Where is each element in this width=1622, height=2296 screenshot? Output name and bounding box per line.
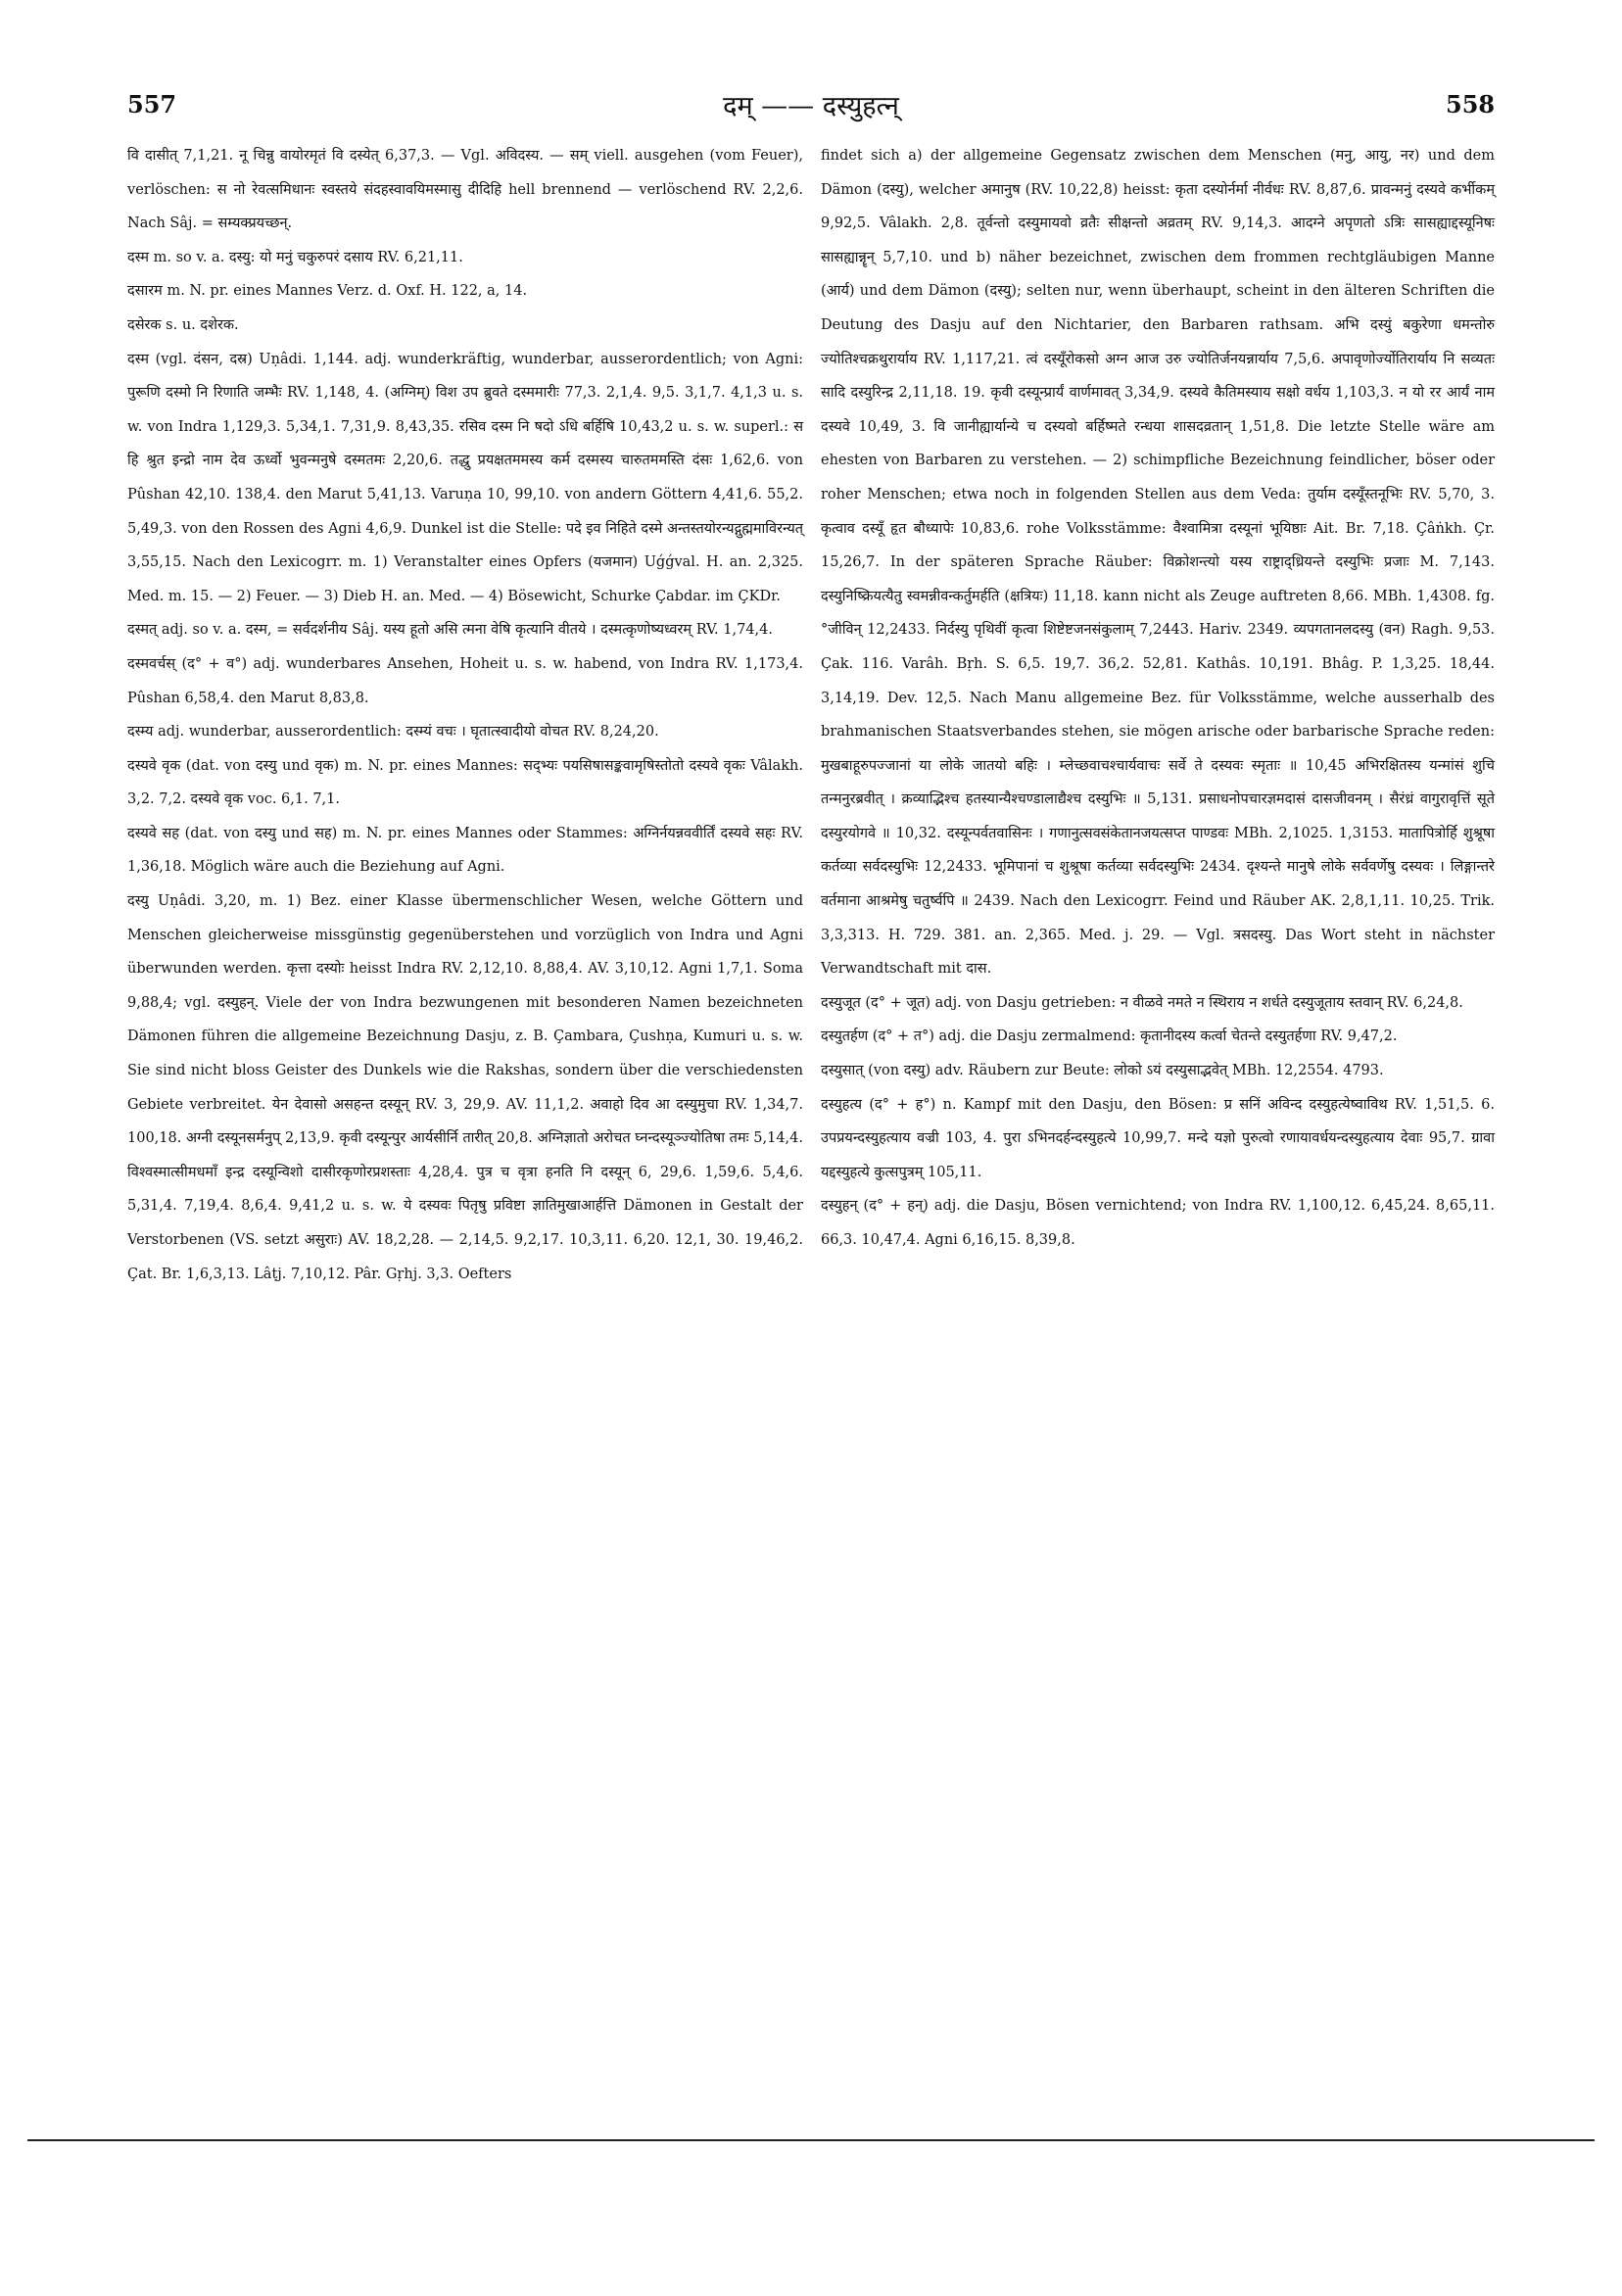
entry-dasarama: दसारम m. N. pr. eines Mannes Verz. d. Oxf. H. 122, a, 14. — [127, 283, 528, 300]
entry-dasyujuta: दस्युजूत (द° + जूत) adj. von Dasju getrieben: न वीळवे नमते न स्थिराय न शर्धते दस्युजूताय स्तवान् RV. 6,24,8. — [821, 994, 1463, 1011]
entry-dasyave-vrka: दस्यवे वृक (dat. von दस्यु und वृक) m. N. pr. eines Mannes: सद्भ्यः पयसिषासङ्कवामृषिस्तोतो दस्यवे वृकः Vâlakh. 3,2. 7,2. दस्यवे वृक voc. 6,1. 7,1. — [127, 757, 803, 808]
entry-dasyuhan: दस्युहन् (द° + हन्) adj. die Dasju, Bösen vernichtend; von Indra RV. 1,100,12. 6,45,24. 8,65,11. 66,3. 10,47,4. Agni 6,16,15. 8,39,8. — [821, 1198, 1495, 1248]
entry-dasyutarhana: दस्युतर्हण (द° + त°) adj. die Dasju zermalmend: कृतानीदस्य कर्त्वा चेतन्ते दस्युतर्हणा RV. 9,47,2. — [821, 1028, 1398, 1045]
running-header: दम् —— दस्युहत्न् — [723, 91, 899, 121]
entry-dasyu-continuation: findet sich a) der allgemeine Gegensatz zwischen dem Menschen (मनु, आयु, नर) und dem Dämon (दस्यु), welcher अमानुष (RV. 10,22,8) heisst: कृता दस्योर्नर्मा नीर्वधः RV. 8,87,6. प्रावन्मनुं दस्यवे कर्भीकम् 9,92,5. Vâlakh. 2,8. तूर्वन्तो दस्युमायवो व्रतैः सीक्षन्तो अव्रतम् RV. 9,14,3. आदग्ने अपृणतो ऽत्रिः सासह्याद्दस्यूनिषः सासह्यान्नॄन् 5,7,10. und b) näher bezeichnet, zwischen dem frommen rechtgläubigen Manne (आर्य) und dem Dämon (दस्यु); selten nur, wenn überhaupt, scheint in den älteren Schriften die Deutung des Dasju auf den Nichtarier, den Barbaren rathsam. अभि दस्युं बकुरेणा धमन्तोरु ज्योतिश्चक्रथुरार्याय RV. 1,117,21. त्वं दस्यूँरोकसो अग्न आज उरु ज्योतिर्जनयन्नार्याय 7,5,6. अपावृणोर्ज्योतिरार्याय नि सव्यतः सादि दस्युरिन्द्र 2,11,18. 19. कृवी दस्यून्प्रार्यं वार्णमावत् 3,34,9. दस्यवे कैतिमस्याय सक्षो वर्धय 1,103,3. न यो रर आर्यं नाम दस्यवे 10,49, 3. वि जानीह्यार्यान्ये च दस्यवो बर्हिष्मते रन्धया शासदव्रतान् 1,51,8. Die letzte Stelle wäre am ehesten von Barbaren zu verstehen. — 2) schimpfliche Bezeichnung feindlicher, böser oder roher Menschen; etwa noch in folgenden Stellen aus dem Veda: तुर्याम दस्यूँस्तनूभिः RV. 5,70, 3. कृत्वाव दस्यूँ हृत बौध्यापेः 10,83,6. rohe Volksstämme: वैश्वामित्रा दस्यूनां भूयिष्ठाः Ait. Br. 7,18. Çâṅkh. Çr. 15,26,7. In der späteren Sprache Räuber: विक्रोशन्त्यो यस्य राष्ट्राद्ध्रियन्ते दस्युभिः प्रजाः M. 7,143. दस्युनिष्क्रियत्यैतु स्वमन्नीवन्कर्तुमर्हति (क्षत्रियः) 11,18. kann nicht als Zeuge auftreten 8,66. MBh. 1,4308. fg. °जीविन् 12,2433. निर्दस्यु पृथिवीं कृत्वा शिष्टेष्टजनसंकुलाम् 7,2443. Hariv. 2349. व्यपगतानलदस्यु (वन) Ragh. 9,53. Çak. 116. Varâh. Bṛh. S. 6,5. 19,7. 36,2. 52,81. Kathâs. 10,191. Bhâg. P. 1,3,25. 18,44. 3,14,19. Dev. 12,5. Nach Manu allgemeine Bez. für Volksstämme, welche ausserhalb des brahmanischen Staatsverbandes stehen, sie mögen arische oder barbarische Sprache reden: मुखबाहूरुपज्जानां या लोके जातयो बहिः । म्लेच्छवाचश्चार्यवाचः सर्वे ते दस्यवः स्मृताः ॥ 10,45 अभिरक्षितस्य यन्मांसं शुचि तन्मनुरब्रवीत् । क्रव्याद्भिश्च हतस्यान्यैश्चण्डालाद्यैश्च दस्युभिः ॥ 5,131. प्रसाधनोपचारज्ञमदासं दासजीवनम् । सैरंध्रं वागुरावृत्तिं सूते दस्युरयोगवे ॥ 10,32. दस्यून्पर्वतवासिनः । गणानुत्सवसंकेतानजयत्सप्त पाण्डवः MBh. 2,1025. 1,3153. मातापित्रोर्हि शुश्रूषा कर्तव्या सर्वदस्युभिः 12,2433. भूमिपानां च शुश्रूषा कर्तव्या सर्वदस्युभिः 2434. दृश्यन्ते मानुषे लोके सर्ववर्णेषु दस्यवः । लिङ्गान्तरे वर्तमाना आश्रमेषु चतुर्ष्वपि ॥ 2439. Nach den Lexicogrr. Feind und Räuber AK. 2,8,1,11. 10,25. Trik. 3,3,313. H. 729. 381. an. 2,365. Med. j. 29. — Vgl. त्रसदस्यु. Das Wort steht in nächster Verwandtschaft mit दास. — [821, 148, 1495, 978]
entry-daseraka: दसेरक s. u. दशेरक. — [127, 316, 239, 333]
entry-das-continuation: वि दासीत् 7,1,21. नू चिन्नु वायोरमृतं वि दस्येत् 6,37,3. — Vgl. अविदस्य. — सम् viell. ausgehen (vom Feuer), verlöschen: स नो रेवत्समिधानः स्वस्तये संदहस्वावयिमस्मासु दीदिहि hell brennend — verlöschend RV. 2,2,6. Nach Sâj. = सम्यक्प्रयच्छन्. — [127, 148, 803, 232]
entry-dasmya: दस्म्य adj. wunderbar, ausserordentlich: दस्म्यं वचः । घृतात्स्वादीयो वोचत RV. 8,24,20. — [127, 724, 659, 741]
left-column — [127, 139, 803, 1291]
entry-dasyu: दस्यु Uṇâdi. 3,20, m. 1) Bez. einer Klasse übermenschlicher Wesen, welche Göttern und Menschen gleicherweise missgünstig gegenüberstehen und vorzüglich von Indra und Agni überwunden werden. कृत्ता दस्योः heisst Indra RV. 2,12,10. 8,88,4. AV. 3,10,12. Agni 1,7,1. Soma 9,88,4; vgl. दस्युहन्. Viele der von Indra bezwungenen mit besonderen Namen bezeichneten Dämonen führen die allgemeine Bezeichnung Dasju, z. B. Çambara, Çushṇa, Kumuri u. s. w. Sie sind nicht bloss Geister des Dunkels wie die Rakshas, sondern über die verschiedensten Gebiete verbreitet. येन देवासो असहन्त दस्यून् RV. 3, 29,9. AV. 11,1,2. अवाहो दिव आ दस्युमुचा RV. 1,34,7. 100,18. अग्नी दस्यूनसर्मनुप् 2,13,9. कृवी दस्यून्पुर आर्यसीर्नि तारीत् 20,8. अग्निज्ञातो अरोचत घ्नन्दस्यूञ्ज्योतिषा तमः 5,14,4. विश्वस्मात्सीमधमाँ इन्द्र दस्यून्विशो दासीरकृणोरप्रशस्ताः 4,28,4. पुत्र च वृत्रा हनति नि दस्यून् 6, 29,6. 1,59,6. 5,4,6. 5,31,4. 7,19,4. 8,6,4. 9,41,2 u. s. w. ये दस्यवः पितृषु प्रविष्टा ज्ञातिमुखाआर्हत्ति Dämonen in Gestalt der Verstorbenen (VS. setzt असुराः) AV. 18,2,28. — 2,14,5. 9,2,17. 10,3,11. 6,20. 12,1, 30. 19,46,2. Çat. Br. 1,6,3,13. Lâṭj. 7,10,12. Pâr. Gṛhj. 3,3. Oefters — [127, 893, 803, 1282]
entry-dasyave-saha: दस्यवे सह (dat. von दस्यु und सह) m. N. pr. eines Mannes oder Stammes: अग्निर्नयन्नववीर्तिं दस्यवे सहः RV. 1,36,18. Möglich wäre auch die Beziehung auf Agni. — [127, 825, 803, 876]
page-number-left: 557 — [127, 90, 177, 119]
entry-dasmavarcas: दस्मवर्चस् (द° + व°) adj. wunderbares Ansehen, Hoheit u. s. w. habend, von Indra RV. 1,173,4. Pûshan 6,58,4. den Marut 8,83,8. — [127, 655, 803, 706]
bottom-rule — [27, 2139, 1595, 2141]
right-column — [821, 139, 1495, 1258]
entry-dasma: दस्म (vgl. दंसन, दस्र) Uṇâdi. 1,144. adj. wunderkräftig, wunderbar, ausserordentlich; von Agni: पुरूणि दस्मो नि रिणाति जम्भैः RV. 1,148, 4. (अग्निम्) विश उप ब्रुवते दस्ममारीः 77,3. 2,1,4. 9,5. 3,1,7. 4,1,3 u. s. w. von Indra 1,129,3. 5,34,1. 7,31,9. 8,43,35. रसिव दस्म नि षदो ऽधि बर्हिषि 10,43,2 u. s. w. superl.: स हि श्रुत इन्द्रो नाम देव ऊर्ध्वो भुवन्मनुषे दस्मतमः 2,20,6. तद्धु प्रयक्षतममस्य कर्म दस्मस्य चारुतममस्ति दंसः 1,62,6. von Pûshan 42,10. 138,4. den Marut 5,41,13. Varuṇa 10, 99,10. von andern Göttern 4,41,6. 55,2. 5,49,3. von den Rossen des Agni 4,6,9. Dunkel ist die Stelle: पदे इव निहिते दस्मे अन्तस्तयोरन्यद्गुह्ममाविरन्यत् 3,55,15. Nach den Lexicogrr. m. 1) Veranstalter eines Opfers (यजमान) Uǵǵval. H. an. 2,325. Med. m. 15. — 2) Feuer. — 3) Dieb H. an. Med. — 4) Bösewicht, Schurke Çabdar. im ÇKDr. — [127, 351, 803, 604]
entry-dasa: दस्म m. so v. a. दस्यु: यो मनुं चकुरुपरं दसाय RV. 6,21,11. — [127, 249, 463, 265]
entry-dasyuhatya: दस्युहत्य (द° + ह°) n. Kampf mit den Dasju, den Bösen: प्र सनिं अविन्द दस्युहत्येष्वाविथ RV. 1,51,5. 6. उपप्रयन्दस्युहत्याय वज्री 103, 4. पुरा ऽभिनदर्हन्दस्युहत्ये 10,99,7. मन्दे यज्ञो पुरुत्वो रणायावर्धयन्दस्युहत्याय देवाः 95,7. ग्रावा यद्दस्युहत्ये कुत्सपुत्रम् 105,11. — [821, 1096, 1495, 1180]
page-number-right: 558 — [1446, 90, 1496, 119]
entry-dasyusat: दस्युसात् (von दस्यु) adv. Räubern zur Beute: लोको ऽयं दस्युसाद्भवेत् MBh. 12,2554. 4793. — [821, 1063, 1384, 1079]
entry-dasmat: दस्मत् adj. so v. a. दस्म, = सर्वदर्शनीय Sâj. यस्य हूतो असि त्मना वेषि कृत्यानि वीतये । दस्मत्कृणोष्यध्वरम् RV. 1,74,4. — [127, 622, 773, 639]
